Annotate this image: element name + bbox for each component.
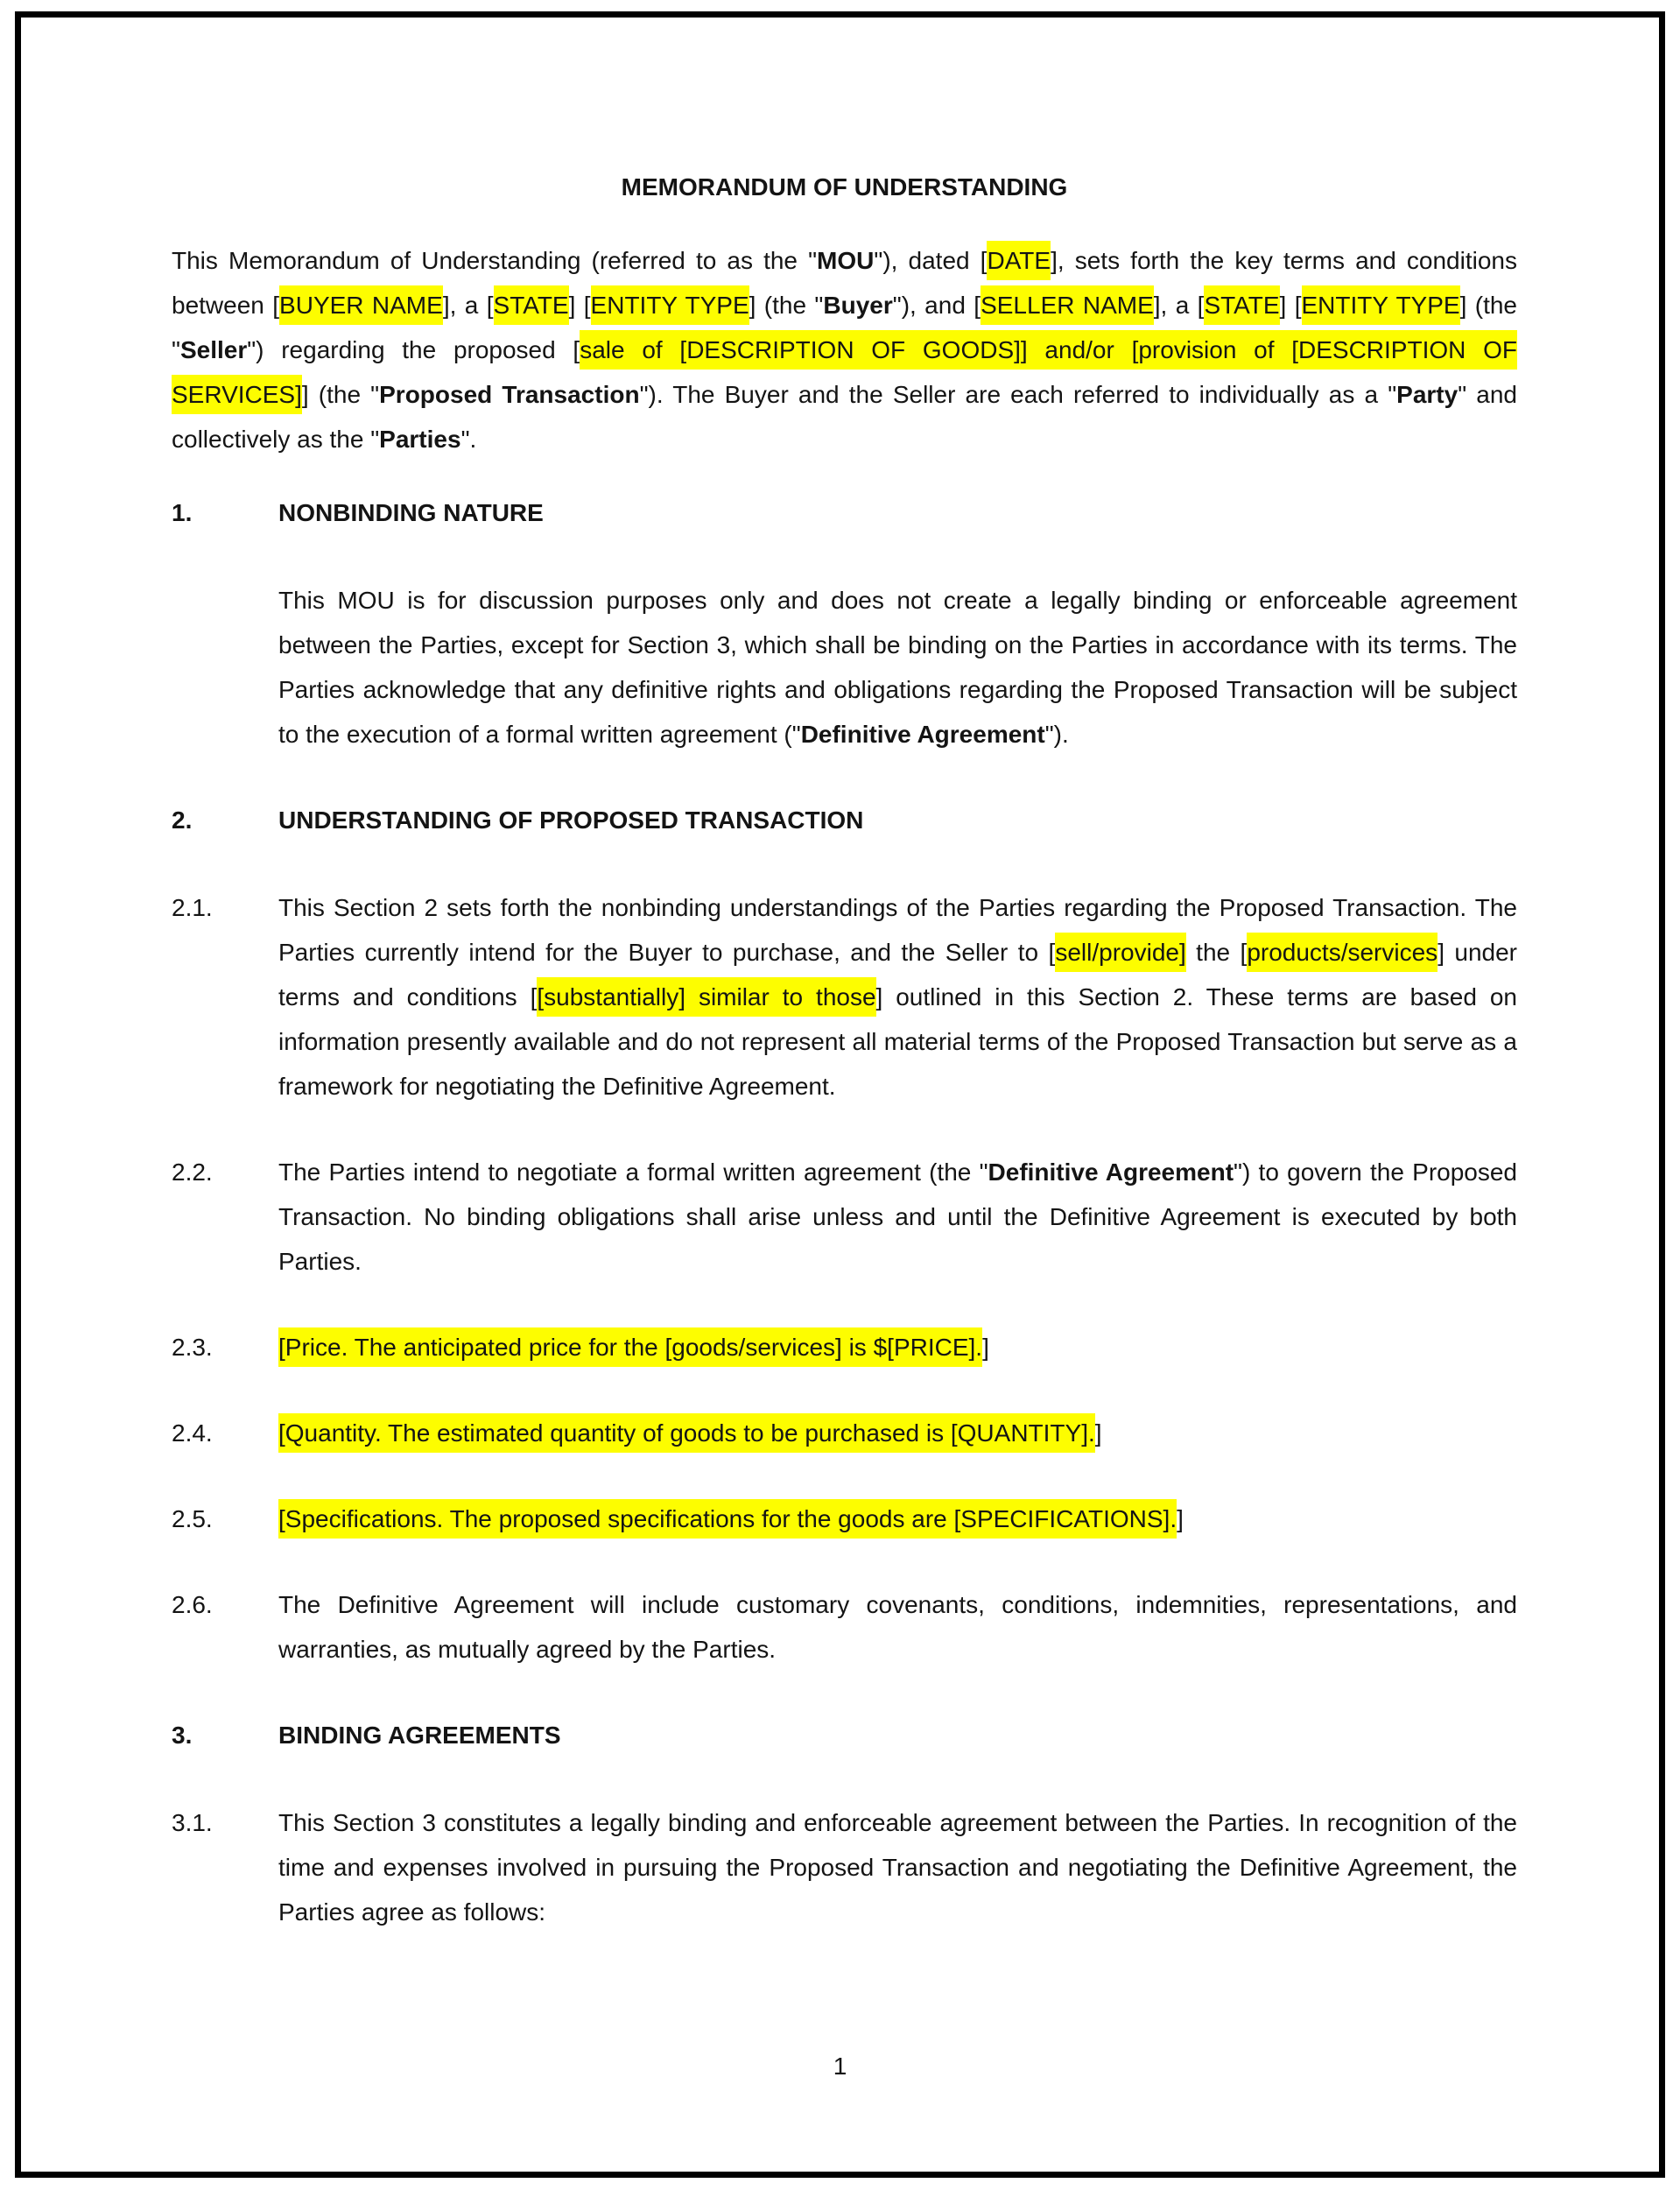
section-number: 2. <box>172 806 193 834</box>
clause-row <box>172 1496 1517 1541</box>
text-run: ], sets forth the key terms and conditions between [ <box>172 247 1517 319</box>
highlighted-text-run: [Specifications. The proposed specifications for the goods are [SPECIFICATIONS]. <box>278 1499 1177 1539</box>
clause-row <box>172 1582 1517 1672</box>
sections-container <box>172 490 1517 1934</box>
highlighted-text-run: sell/provide] <box>1055 933 1185 972</box>
highlighted-text-run: sale of [DESCRIPTION OF GOODS]] and/or [provision of [DESCRIPTION OF SERVICES] <box>172 330 1517 414</box>
text-run: This Section 3 constitutes a legally binding and enforceable agreement between the Parties. In recognition of the time and expenses involved in pursuing the Proposed Transaction and negotiating the Definitive Agreement, the Parties agree as follows: <box>278 1809 1517 1926</box>
highlighted-text-run: [Quantity. The estimated quantity of goods to be purchased is [QUANTITY]. <box>278 1413 1095 1453</box>
clause-paragraph <box>278 1496 1517 1541</box>
clause-paragraph <box>278 1582 1517 1672</box>
text-run: This MOU is for discussion purposes only and does not create a legally binding or enforceable agreement between the Parties, except for Section 3, which shall be binding on the Parties in accordance with its terms. The Parties acknowledge that any definitive rights and obligations regarding the Proposed Transaction will be subject to the execution of a formal written agreement (" <box>278 587 1517 748</box>
section-number: 3. <box>172 1722 193 1749</box>
section-heading: NONBINDING NATURE <box>278 499 544 526</box>
clause-paragraph <box>278 1411 1517 1455</box>
highlighted-text-run: SELLER NAME <box>981 285 1154 325</box>
clause-paragraph <box>278 885 1517 1109</box>
text-run: ") to govern the Proposed Transaction. No binding obligations shall arise unless and until the Definitive Agreement is executed by both Parties. <box>278 1158 1518 1275</box>
clause-number: 2.1. <box>172 894 213 921</box>
clause-row <box>172 1150 1517 1284</box>
highlighted-text-run: BUYER NAME <box>279 285 443 325</box>
clause-number: 2.6. <box>172 1591 213 1618</box>
clause-paragraph <box>278 1800 1517 1934</box>
clause-row <box>172 885 1517 1109</box>
clause-number: 2.3. <box>172 1334 213 1361</box>
text-run: " and collectively as the " <box>172 381 1517 453</box>
text-run: The Parties intend to negotiate a formal written agreement (the " <box>278 1158 988 1186</box>
intro-paragraph <box>172 238 1517 461</box>
highlighted-text-run: DATE <box>987 241 1051 280</box>
clause-row <box>172 1800 1517 1934</box>
highlighted-text-run: ENTITY TYPE <box>591 285 749 325</box>
text-run: "), and [ <box>892 292 981 319</box>
clause-number: 2.2. <box>172 1158 213 1186</box>
text-run: ] under terms and conditions [ <box>278 939 1518 1010</box>
text-run: "). <box>1044 721 1069 748</box>
document-title: MEMORANDUM OF UNDERSTANDING <box>621 173 1068 201</box>
text-run: ") regarding the proposed [ <box>247 336 580 363</box>
highlighted-text-run: ENTITY TYPE <box>1302 285 1460 325</box>
text-run: ] (the " <box>172 292 1517 363</box>
document-content <box>172 169 1517 1975</box>
clause-row <box>172 1411 1517 1455</box>
highlighted-text-run: [Price. The anticipated price for the [goods/services] is $[PRICE]. <box>278 1327 982 1367</box>
text-run: ] <box>1094 1419 1102 1447</box>
bold-text-run: Proposed Transaction <box>379 381 640 408</box>
text-run: ] [ <box>568 292 591 319</box>
bold-text-run: Seller <box>179 336 248 363</box>
text-run: ] <box>1177 1505 1184 1532</box>
text-run: ". <box>460 426 477 453</box>
text-run: The Definitive Agreement will include customary covenants, conditions, indemnities, representations, and warranties, as mutually agreed by the Parties. <box>278 1591 1517 1663</box>
text-run: This Memorandum of Understanding (referred to as the " <box>172 247 818 274</box>
section-heading-row <box>172 490 1517 535</box>
text-run: This Section 2 sets forth the nonbinding understandings of the Parties regarding the Proposed Transaction. The Parties currently intend for the Buyer to purchase, and the Seller to [ <box>278 894 1517 966</box>
clause-number: 3.1. <box>172 1809 213 1836</box>
text-run: ], a [ <box>442 292 494 319</box>
text-run: ], a [ <box>1153 292 1205 319</box>
clause-paragraph <box>278 1325 1517 1370</box>
highlighted-text-run: STATE <box>1204 285 1279 325</box>
text-run: ] (the " <box>749 292 824 319</box>
highlighted-text-run: STATE <box>494 285 569 325</box>
clause-paragraph <box>278 578 1517 757</box>
text-run: "). The Buyer and the Seller are each referred to individually as a " <box>639 381 1397 408</box>
clause-number: 2.4. <box>172 1419 213 1447</box>
bold-text-run: Parties <box>379 426 461 453</box>
clause-row <box>172 578 1517 757</box>
bold-text-run: Buyer <box>823 292 893 319</box>
text-run: ] <box>982 1334 989 1361</box>
bold-text-run: Party <box>1396 381 1459 408</box>
section-heading: BINDING AGREEMENTS <box>278 1722 561 1749</box>
highlighted-text-run: [substantially] similar to those <box>537 977 875 1017</box>
section-number: 1. <box>172 499 193 526</box>
section-heading-row <box>172 1713 1517 1757</box>
section-heading: UNDERSTANDING OF PROPOSED TRANSACTION <box>278 806 864 834</box>
bold-text-run: MOU <box>817 247 875 274</box>
clause-paragraph <box>278 1150 1517 1284</box>
section-heading-row <box>172 798 1517 842</box>
text-run: ] [ <box>1279 292 1302 319</box>
clause-row <box>172 1325 1517 1370</box>
page-number: 1 <box>833 2053 847 2080</box>
clause-number: 2.5. <box>172 1505 213 1532</box>
bold-text-run: Definitive Agreement <box>800 721 1045 748</box>
text-run: ] outlined in this Section 2. These terms are based on information presently available and do not represent all material terms of the Proposed Transaction but serve as a framework for negotiating the Definitive Agreement. <box>278 983 1517 1100</box>
text-run: ] (the " <box>301 381 380 408</box>
highlighted-text-run: products/services <box>1247 933 1437 972</box>
text-run: the [ <box>1185 939 1248 966</box>
bold-text-run: Definitive Agreement <box>988 1158 1234 1186</box>
text-run: "), dated [ <box>874 247 988 274</box>
